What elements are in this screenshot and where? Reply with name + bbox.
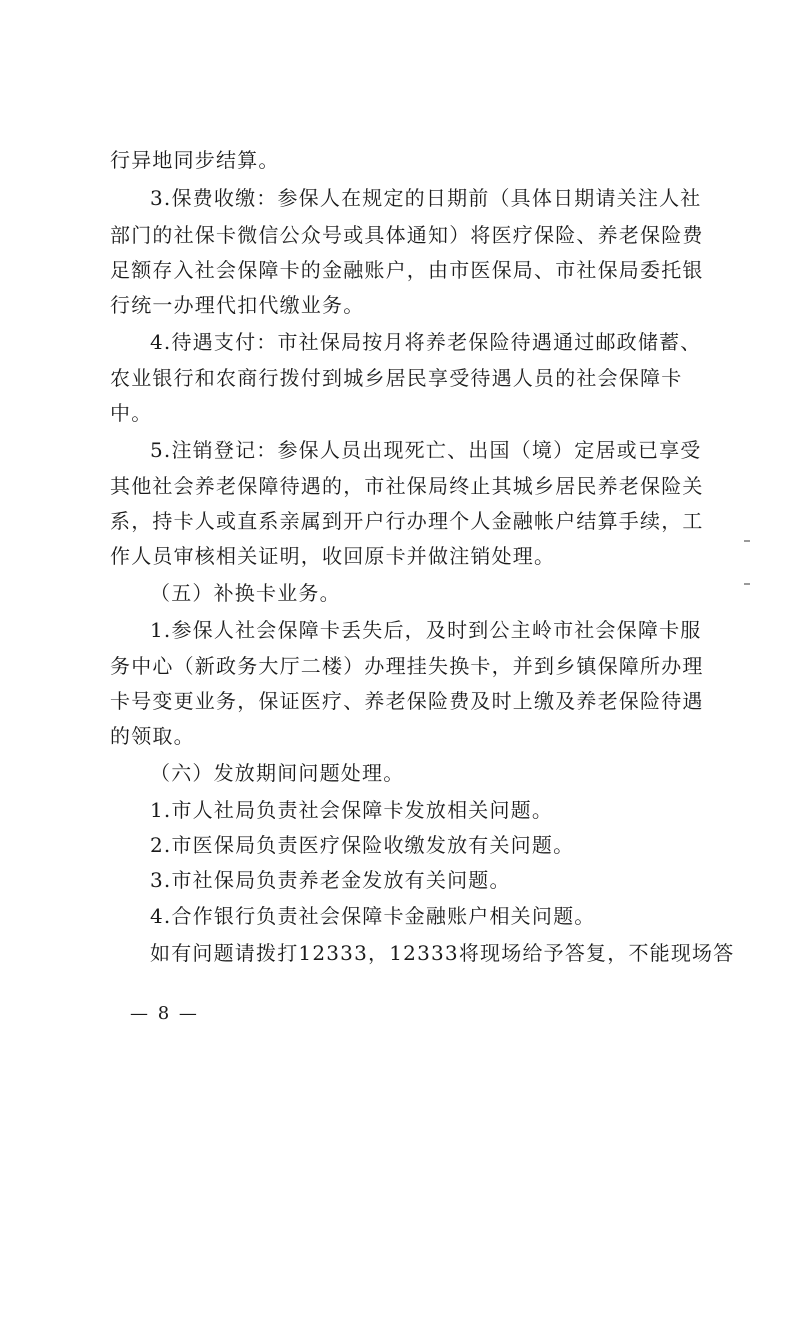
section-heading: （五）补换卡业务。 (150, 581, 341, 605)
text-line: 足额存入社会保障卡的金融账户，由市医保局、市社保局委托银 (110, 258, 704, 282)
text-line: 4.待遇支付：市社保局按月将养老保险待遇通过邮政储蓄、 (150, 330, 702, 354)
text-line: 行统一办理代扣代缴业务。 (110, 293, 365, 317)
text-line: 1.市人社局负责社会保障卡发放相关问题。 (150, 798, 554, 822)
page-number: — 8 — (130, 1003, 199, 1024)
scan-speck (744, 583, 750, 585)
text-line: 部门的社保卡微信公众号或具体通知）将医疗保险、养老保险费 (110, 223, 704, 247)
text-line: 3.市社保局负责养老金发放有关问题。 (150, 868, 511, 892)
text-line: 作人员审核相关证明，收回原卡并做注销处理。 (110, 544, 556, 568)
text-line: 2.市医保局负责医疗保险收缴发放有关问题。 (150, 833, 575, 857)
text-line: 卡号变更业务，保证医疗、养老保险费及时上缴及养老保险待遇 (110, 689, 704, 713)
text-line: 4.合作银行负责社会保障卡金融账户相关问题。 (150, 904, 596, 928)
text-line: 行异地同步结算。 (110, 148, 280, 172)
text-line: 农业银行和农商行拨付到城乡居民享受待遇人员的社会保障卡 (110, 366, 683, 390)
text-line: 的领取。 (110, 724, 195, 748)
text-line: 系，持卡人或直系亲属到开户行办理个人金融帐户结算手续，工 (110, 509, 704, 533)
text-line: 务中心（新政务大厅二楼）办理挂失换卡，并到乡镇保障所办理 (110, 654, 704, 678)
section-heading: （六）发放期间问题处理。 (150, 761, 405, 785)
scan-speck (744, 540, 750, 542)
text-line: 5.注销登记：参保人员出现死亡、出国（境）定居或已享受 (150, 438, 702, 462)
text-line: 1.参保人社会保障卡丢失后，及时到公主岭市社会保障卡服 (150, 618, 702, 642)
text-line: 如有问题请拨打12333，12333将现场给予答复，不能现场答 (150, 941, 735, 965)
text-line: 其他社会养老保障待遇的，市社保局终止其城乡居民养老保险关 (110, 474, 704, 498)
text-line: 中。 (110, 401, 153, 425)
text-line: 3.保费收缴：参保人在规定的日期前（具体日期请关注人社 (150, 186, 702, 210)
